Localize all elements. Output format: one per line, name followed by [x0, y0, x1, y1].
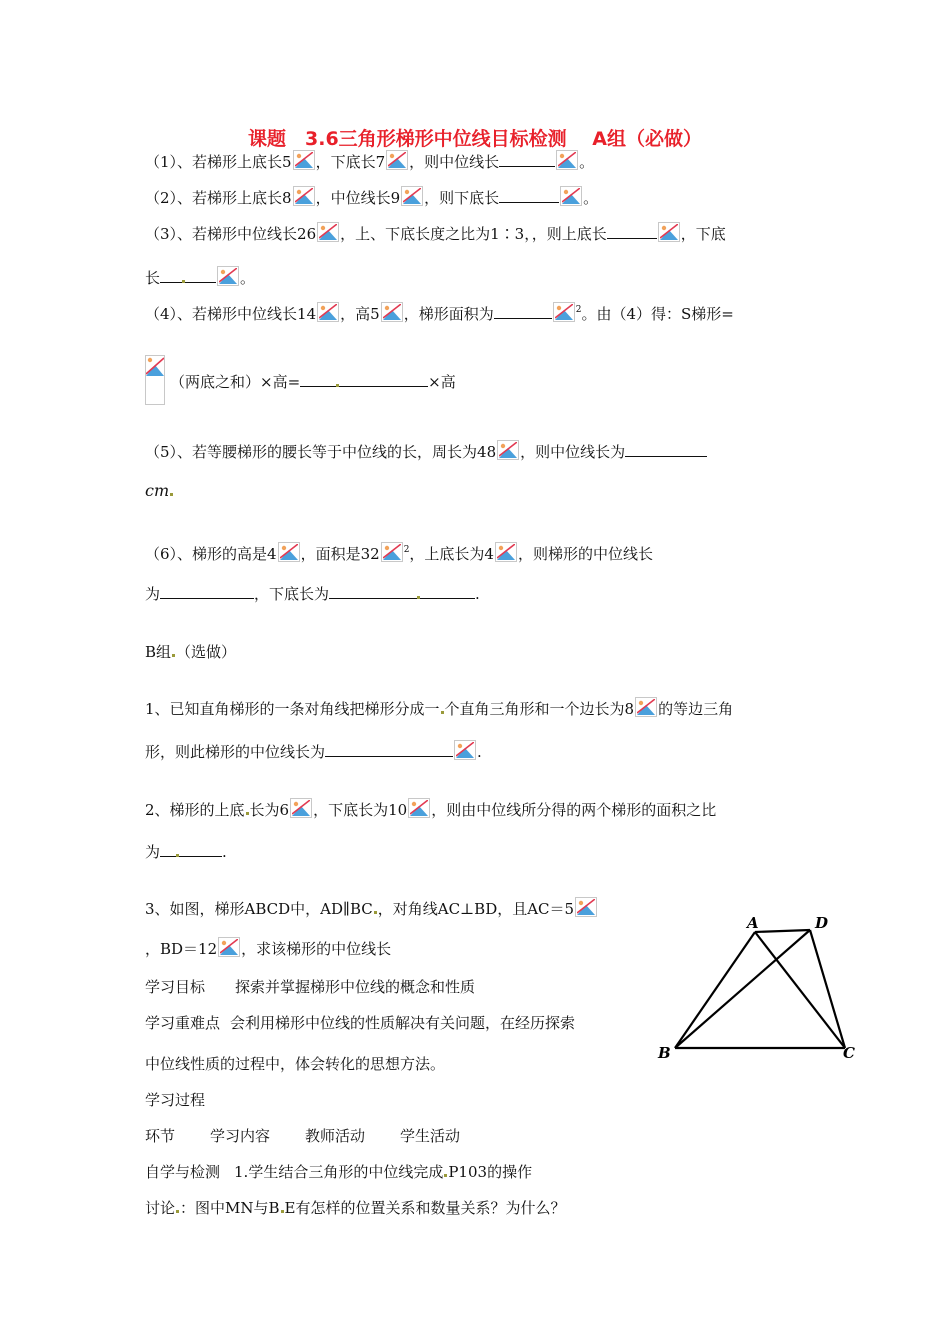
unit-cm: cm: [145, 481, 170, 500]
image-placeholder-icon: [635, 697, 657, 717]
image-placeholder-icon: [408, 798, 430, 818]
vertex-label-c: C: [843, 1044, 855, 1062]
mark-dot: [444, 1174, 447, 1177]
image-placeholder-icon: [560, 186, 582, 206]
image-placeholder-icon: [454, 740, 476, 760]
question-a5-unit: [145, 481, 174, 501]
trapezoid-diagram: [655, 910, 865, 1070]
column-content: 学习内容: [210, 1127, 271, 1145]
q4-text-c: ，梯形面积为: [403, 305, 494, 323]
b1-text-a: 1、已知直角梯形的一条对角线把梯形分成一: [145, 700, 440, 718]
group-b-note: （选做）: [176, 643, 237, 661]
q3-text-d: 长: [145, 269, 161, 287]
study-key-label: 学习重难点: [145, 1014, 221, 1032]
q6-text-a: （6）、梯形的高是4: [145, 545, 277, 563]
mark-dot: [170, 493, 173, 496]
question-a6-cont: [145, 584, 480, 604]
b2-text-f: .: [222, 843, 227, 861]
vertex-label-b: B: [658, 1044, 671, 1062]
study-goal-text: 探索并掌握梯形中位线的概念和性质: [235, 978, 476, 996]
side-ad: [755, 930, 810, 932]
answer-blank: [494, 304, 552, 319]
b3-text-d: ，求该梯形的中位线长: [241, 940, 392, 958]
q6-text-c: ，上底长为4: [409, 545, 494, 563]
q3-text-c: ，下底: [680, 225, 726, 243]
b2-text-c: ，下底长为10: [313, 801, 408, 819]
answer-blank: [325, 742, 453, 757]
unit-superscript: 2: [403, 545, 410, 555]
image-placeholder-icon: [556, 150, 578, 170]
discuss-text-a: 讨论: [145, 1199, 176, 1217]
q6-text-d: ，则梯形的中位线长: [517, 545, 653, 563]
answer-blank: [160, 842, 222, 857]
answer-blank: [499, 188, 559, 203]
study-columns: [145, 1126, 460, 1146]
answer-blank: [160, 268, 216, 283]
image-placeholder-icon: [381, 302, 403, 322]
image-placeholder-icon: [575, 897, 597, 917]
study-key-text-2: 中位线性质的过程中，体会转化的思想方法。: [145, 1055, 446, 1073]
answer-blank: [499, 152, 555, 167]
page-title: 课题 3.6三角形梯形中位线目标检测 A组（必做）: [248, 128, 702, 150]
b3-text-b: ，对角线AC⊥BD，且AC＝5: [377, 900, 575, 918]
mark-dot: [417, 596, 420, 599]
unit-superscript: 2: [575, 305, 582, 315]
q6-text-g: .: [475, 585, 480, 603]
b3-text-a: 3、如图，梯形ABCD中，AD∥BC: [145, 900, 373, 918]
image-placeholder-icon: [658, 222, 680, 242]
study-self: [145, 1162, 532, 1182]
image-placeholder-icon: [553, 302, 575, 322]
q5-text-a: （5）、若等腰梯形的腰长等于中位线的长，周长为48: [145, 443, 497, 461]
q2-text-b: ，中位线长9: [315, 189, 401, 207]
b2-text-a: 2、梯形的上底: [145, 801, 245, 819]
mark-dot: [374, 911, 377, 914]
question-a6: [145, 540, 653, 564]
image-placeholder-icon: [497, 440, 519, 460]
image-placeholder-icon: [317, 222, 339, 242]
mark-dot: [336, 384, 339, 387]
image-placeholder-icon: [217, 266, 239, 286]
image-placeholder-icon: [290, 798, 312, 818]
q6-text-b: ，面积是32: [300, 545, 380, 563]
study-key: [145, 1013, 575, 1033]
formula-image-placeholder-icon: [145, 355, 165, 405]
question-a4-formula: [170, 372, 456, 392]
question-a3: [145, 222, 726, 244]
image-placeholder-icon: [218, 937, 240, 957]
mark-dot: [176, 1210, 179, 1213]
b3-text-c: ，BD＝12: [145, 940, 218, 958]
question-a4: [145, 300, 734, 324]
column-student: 学生活动: [400, 1127, 461, 1145]
image-placeholder-icon: [386, 150, 408, 170]
b2-text-e: 为: [145, 843, 161, 861]
study-key-cont: [145, 1054, 445, 1074]
q1-text-b: ，下底长7: [315, 153, 386, 171]
column-stage: 环节: [145, 1127, 176, 1145]
q2-text-c: ，则下底长: [424, 189, 500, 207]
study-goal: [145, 977, 475, 997]
question-a3-cont: [145, 266, 255, 288]
q4-text-b: ，高5: [340, 305, 380, 323]
answer-blank: [160, 584, 254, 599]
q2-text-a: （2）、若梯形上底长8: [145, 189, 292, 207]
q4b-text-b: ×高: [428, 373, 456, 391]
mark-dot: [246, 812, 249, 815]
study-discuss: [145, 1198, 565, 1218]
study-goal-label: 学习目标: [145, 978, 206, 996]
image-placeholder-icon: [293, 186, 315, 206]
study-process: [145, 1090, 205, 1110]
question-b2: [145, 798, 716, 820]
q4b-text-a: （两底之和）×高=: [170, 373, 301, 391]
answer-blank: [329, 584, 475, 599]
question-b3-cont: [145, 937, 391, 959]
b1-text-e: .: [477, 743, 482, 761]
q3-text-e: 。: [240, 269, 256, 287]
q3-text-b: ，上、下底长度之比为1∶3，，则上底长: [340, 225, 607, 243]
image-placeholder-icon: [381, 542, 403, 562]
q3-text-a: （3）、若梯形中位线长26: [145, 225, 317, 243]
image-placeholder-icon: [293, 150, 315, 170]
mark-dot: [441, 711, 444, 714]
q6-text-f: ，下底长为: [254, 585, 330, 603]
study-self-label: 自学与检测: [145, 1163, 221, 1181]
question-a2: [145, 186, 598, 208]
answer-blank: [625, 442, 707, 457]
group-b-heading: [145, 642, 236, 662]
mark-dot: [176, 854, 179, 857]
study-key-text: 会利用梯形中位线的性质解决有关问题，在经历探索: [230, 1014, 576, 1032]
q5-text-b: ，则中位线长为: [520, 443, 626, 461]
b1-text-c: 的等边三角: [658, 700, 734, 718]
q2-text-d: 。: [583, 189, 599, 207]
question-a1: [145, 150, 594, 172]
answer-blank: [607, 224, 657, 239]
image-placeholder-icon: [278, 542, 300, 562]
question-b2-cont: [145, 842, 227, 862]
vertex-label-a: A: [747, 914, 759, 932]
q4-text-a: （4）、若梯形中位线长14: [145, 305, 317, 323]
mark-dot: [281, 1210, 284, 1213]
study-process-label: 学习过程: [145, 1091, 206, 1109]
b2-text-b: 长为6: [249, 801, 290, 819]
discuss-text-b: ：图中MN与B: [180, 1199, 280, 1217]
study-self-text-b: P103的操作: [448, 1163, 533, 1181]
q1-text-d: 。: [579, 153, 595, 171]
image-placeholder-icon: [401, 186, 423, 206]
vertex-label-d: D: [815, 914, 829, 932]
b1-text-b: 个直角三角形和一个边长为8: [444, 700, 635, 718]
answer-blank: [300, 372, 428, 387]
column-teacher: 教师活动: [305, 1127, 366, 1145]
image-placeholder-icon: [317, 302, 339, 322]
question-b3: [145, 897, 598, 919]
mark-dot: [172, 654, 175, 657]
diagonal-ac: [755, 932, 845, 1048]
side-dc: [810, 930, 845, 1048]
q6-text-e: 为: [145, 585, 161, 603]
question-b1: [145, 697, 733, 719]
b2-text-d: ，则由中位线所分得的两个梯形的面积之比: [431, 801, 717, 819]
question-b1-cont: [145, 740, 482, 762]
image-placeholder-icon: [495, 542, 517, 562]
discuss-text-c: E有怎样的位置关系和数量关系？为什么？: [284, 1199, 566, 1217]
group-b-label: B组: [145, 643, 172, 661]
diagonal-bd: [675, 930, 810, 1048]
study-self-text: 1.学生结合三角形的中位线完成: [234, 1163, 444, 1181]
b1-text-d: 形，则此梯形的中位线长为: [145, 743, 326, 761]
q4-text-d: 。由（4）得：S梯形=: [581, 305, 734, 323]
q1-text-c: ，则中位线长: [409, 153, 500, 171]
question-a5: [145, 440, 707, 462]
mark-dot: [182, 280, 185, 283]
q1-text-a: （1）、若梯形上底长5: [145, 153, 292, 171]
